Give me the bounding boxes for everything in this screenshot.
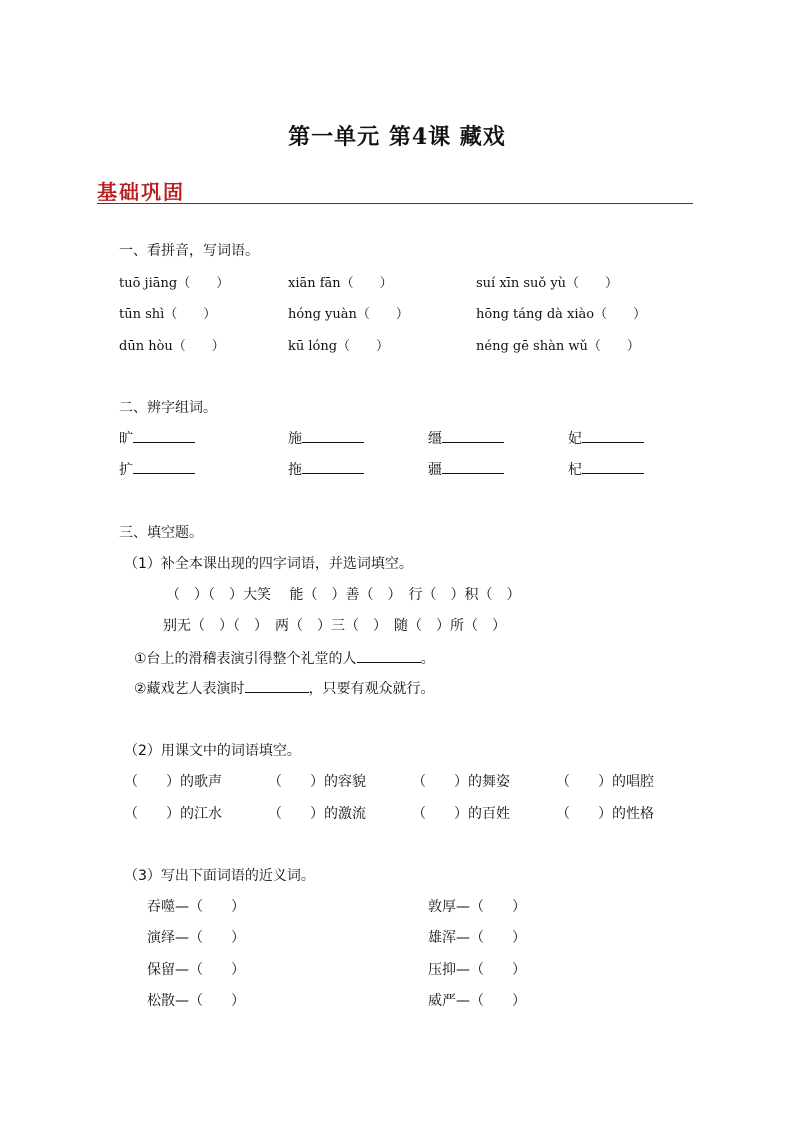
pinyin-item: xiān fān（ ）: [288, 276, 393, 291]
phrase-item: （ ）的江水: [124, 806, 222, 822]
answer-blank[interactable]: [302, 459, 364, 474]
word-group-item: 杞: [568, 459, 644, 479]
q3-part2-heading: （2）用课文中的词语填空。: [124, 743, 301, 759]
q3-part1-heading: （1）补全本课出现的四字词语，并选词填空。: [124, 556, 413, 572]
word-group-item: 疆: [428, 459, 504, 479]
phrase-item: （ ）的激流: [268, 806, 366, 822]
answer-blank[interactable]: [582, 428, 644, 443]
synonym-item: 敦厚—（ ）: [428, 899, 526, 915]
pinyin-item: tūn shì（ ）: [119, 307, 217, 322]
phrase-item: （ ）的歌声: [124, 774, 222, 790]
pinyin-item: suí xīn suǒ yù（ ）: [476, 276, 619, 291]
word-group-item: 施: [288, 428, 364, 448]
pinyin-item: dūn hòu（ ）: [119, 339, 225, 354]
pinyin-item: tuō jiāng（ ）: [119, 276, 230, 291]
phrase-item: （ ）的唱腔: [556, 774, 654, 790]
q1-heading: 一、看拼音，写词语。: [119, 243, 259, 259]
answer-blank[interactable]: [582, 459, 644, 474]
word-group-item: 旷: [119, 428, 195, 448]
word-group-item: 拖: [288, 459, 364, 479]
pinyin-item: hōng táng dà xiào（ ）: [476, 307, 647, 322]
synonym-item: 雄浑—（ ）: [428, 930, 526, 946]
idiom-line: （ ）（ ）大笑 能（ ）善（ ） 行（ ）积（ ）: [166, 587, 521, 603]
synonym-item: 保留—（ ）: [147, 962, 245, 978]
answer-blank[interactable]: [442, 459, 504, 474]
answer-blank[interactable]: [245, 678, 309, 693]
phrase-item: （ ）的容貌: [268, 774, 366, 790]
answer-blank[interactable]: [357, 648, 421, 663]
phrase-item: （ ）的舞姿: [412, 774, 510, 790]
word-group-item: 扩: [119, 459, 195, 479]
phrase-item: （ ）的百姓: [412, 806, 510, 822]
answer-blank[interactable]: [133, 459, 195, 474]
idiom-line: 别无（ ）（ ） 两（ ）三（ ） 随（ ）所（ ）: [163, 618, 506, 634]
fill-sentence: ②藏戏艺人表演时 ，只要有观众就行。: [134, 678, 435, 698]
pinyin-item: hóng yuàn（ ）: [288, 307, 409, 322]
pinyin-item: néng gē shàn wǔ（ ）: [476, 339, 640, 354]
word-group-item: 缰: [428, 428, 504, 448]
synonym-item: 威严—（ ）: [428, 993, 526, 1009]
section-label: 基础巩固: [97, 180, 185, 204]
q3-heading: 三、填空题。: [119, 525, 203, 541]
q2-heading: 二、辨字组词。: [119, 400, 217, 416]
answer-blank[interactable]: [302, 428, 364, 443]
fill-sentence: ①台上的滑稽表演引得整个礼堂的人 。: [134, 648, 435, 668]
phrase-item: （ ）的性格: [556, 806, 654, 822]
word-group-item: 妃: [568, 428, 644, 448]
pinyin-item: kū lóng（ ）: [288, 339, 390, 354]
synonym-item: 压抑—（ ）: [428, 962, 526, 978]
answer-blank[interactable]: [442, 428, 504, 443]
synonym-item: 吞噬—（ ）: [147, 899, 245, 915]
synonym-item: 演绎—（ ）: [147, 930, 245, 946]
synonym-item: 松散—（ ）: [147, 993, 245, 1009]
section-divider: [97, 203, 693, 204]
answer-blank[interactable]: [133, 428, 195, 443]
q3-part3-heading: （3）写出下面词语的近义词。: [124, 868, 315, 884]
page-title: 第一单元 第4课 藏戏: [288, 124, 506, 150]
